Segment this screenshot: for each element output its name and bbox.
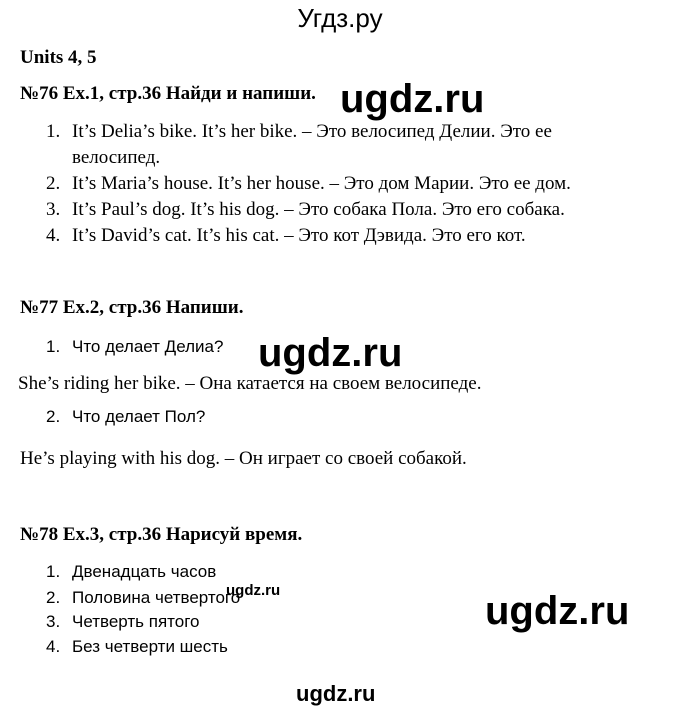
list-item — [46, 636, 228, 658]
list-text: Половина четвертого — [72, 588, 241, 607]
watermark: ugdz.ru — [226, 582, 281, 599]
answer-text: She’s riding her bike. – Она катается на своем велосипеде. — [18, 373, 482, 394]
ex77-title: №77 Ex.2, стр.36 Напиши. — [20, 297, 244, 318]
list-text: It’s David’s cat. It’s his cat. – Это кот Дэвида. Это его кот. — [72, 225, 526, 246]
list-number: 2. — [46, 588, 61, 607]
list-text: Без четверти шесть — [72, 637, 228, 656]
list-item — [46, 611, 200, 633]
list-number: 4. — [46, 225, 61, 246]
list-text: It’s Maria’s house. It’s her house. – Это дом Марии. Это ее дом. — [72, 173, 571, 194]
watermark: ugdz.ru — [485, 589, 630, 633]
list-text: Двенадцать часов — [72, 562, 217, 581]
footer-watermark: ugdz.ru — [296, 681, 376, 706]
list-number: 3. — [46, 199, 61, 220]
list-item — [46, 198, 565, 222]
list-item — [46, 587, 240, 609]
list-number: 1. — [46, 337, 61, 356]
question-text: Что делает Пол? — [72, 407, 206, 426]
list-text: It’s Paul’s dog. It’s his dog. – Это собака Пола. Это его собака. — [72, 199, 565, 220]
list-number: 2. — [46, 173, 61, 194]
question-item — [46, 406, 205, 428]
list-number: 4. — [46, 637, 61, 656]
list-number: 1. — [46, 121, 61, 142]
list-item-continuation: велосипед. — [72, 147, 161, 168]
answer-text: He’s playing with his dog. – Он играет со своей собакой. — [20, 448, 467, 469]
ex78-title: №78 Ex.3, стр.36 Нарисуй время. — [20, 524, 303, 545]
question-text: Что делает Делиа? — [72, 337, 224, 356]
site-title: Угдз.ру — [297, 3, 383, 33]
list-number: 2. — [46, 407, 61, 426]
list-item — [46, 172, 571, 196]
list-number: 3. — [46, 612, 61, 631]
watermark: ugdz.ru — [258, 331, 403, 375]
units-heading: Units 4, 5 — [20, 47, 97, 68]
list-text: It’s Delia’s bike. It’s her bike. – Это велосипед Делии. Это ее — [72, 121, 552, 142]
watermark: ugdz.ru — [340, 77, 485, 121]
ex76-title: №76 Ex.1, стр.36 Найди и напиши. — [20, 83, 316, 104]
list-text: Четверть пятого — [72, 612, 200, 631]
list-item — [46, 561, 216, 583]
question-item — [46, 336, 223, 358]
list-number: 1. — [46, 562, 61, 581]
list-item — [46, 224, 526, 248]
list-item — [46, 120, 552, 144]
